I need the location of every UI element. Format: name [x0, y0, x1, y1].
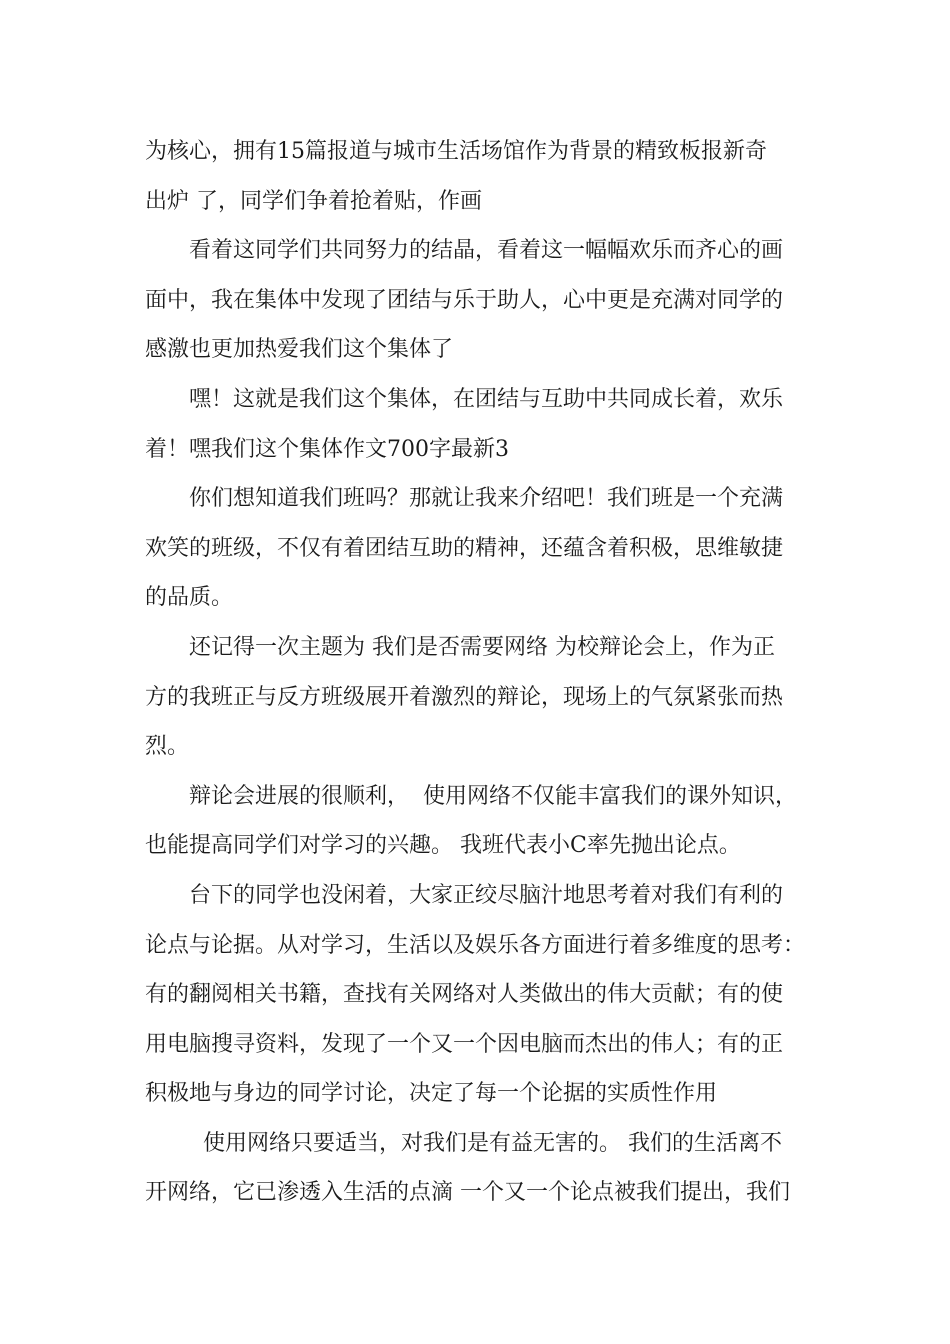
paragraph-start-line: 还记得一次主题为 我们是否需要网络 为校辩论会上，作为正	[189, 634, 775, 660]
text-line: 为核心，拥有15篇报道与城市生活场馆作为背景的精致板报新奇	[145, 139, 767, 164]
text-line: 开网络，它已渗透入生活的点滴 一个又一个论点被我们提出，我们	[145, 1180, 790, 1206]
text-line: 感激也更加热爱我们这个集体了	[145, 337, 454, 363]
paragraph-start-line: 嘿！这就是我们这个集体，在团结与互助中共同成长着，欢乐	[189, 386, 784, 412]
text-line: 面中，我在集体中发现了团结与乐于助人，心中更是充满对同学的	[145, 287, 784, 313]
paragraph-start-line: 看着这同学们共同努力的结晶，看着这一幅幅欢乐而齐心的画	[189, 238, 784, 264]
paragraph-start-line: 辩论会进展的很顺利， 使用网络不仅能丰富我们的课外知识，	[189, 783, 797, 809]
text-line: 的品质。	[145, 585, 234, 611]
text-line: 着！嘿我们这个集体作文700字最新3	[145, 436, 509, 462]
text-line: 出炉 了，同学们争着抢着贴，作画	[145, 188, 482, 214]
paragraph-start-line: 台下的同学也没闲着，大家正绞尽脑汁地思考着对我们有利的	[189, 882, 784, 908]
text-line: 用电脑搜寻资料，发现了一个又一个因电脑而杰出的伟人；有的正	[145, 1031, 784, 1057]
text-line: 烈。	[145, 734, 190, 760]
text-line: 有的翻阅相关书籍，查找有关网络对人类做出的伟大贡献；有的使	[145, 982, 784, 1008]
text-line: 欢笑的班级，不仅有着团结互助的精神，还蕴含着积极，思维敏捷	[145, 535, 784, 561]
text-line: 也能提高同学们对学习的兴趣。 我班代表小C率先抛出论点。	[145, 833, 741, 859]
paragraph-start-line: 你们想知道我们班吗？那就让我来介绍吧！我们班是一个充满	[189, 486, 784, 512]
text-line: 积极地与身边的同学讨论，决定了每一个论据的实质性作用	[145, 1081, 718, 1107]
body-text	[145, 127, 825, 1218]
text-line: 论点与论据。从对学习，生活以及娱乐各方面进行着多维度的思考：	[145, 932, 806, 958]
paragraph-start-line: 使用网络只要适当，对我们是有益无害的。 我们的生活离不	[203, 1130, 782, 1156]
text-line: 方的我班正与反方班级展开着激烈的辩论，现场上的气氛紧张而热	[145, 684, 784, 710]
